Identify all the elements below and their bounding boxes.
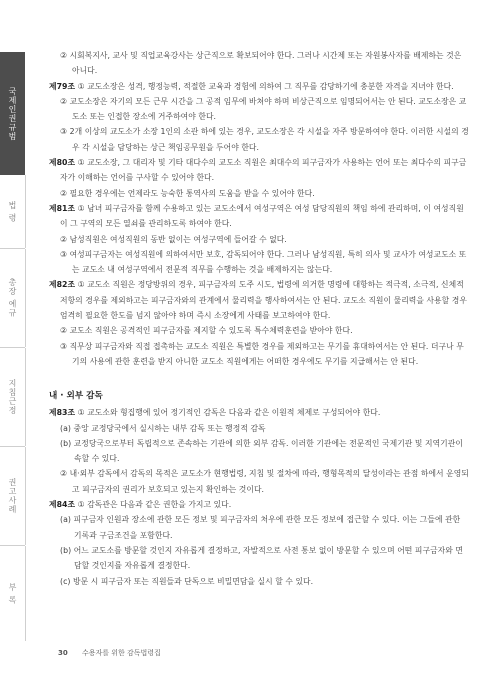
document-body — [49, 48, 470, 589]
paragraph: ③ 직무상 피구금자와 직접 접촉하는 교도소 직원은 특별한 경우를 제외하고는 무기를 휴대하여서는 안 된다. 더구나 무기의 사용에 관한 훈련을 받지 아니한 교도소 직원에게는 어떠한 경우에도 무기를 지급해서는 안 된다. — [60, 341, 464, 366]
article-text: ① 교도소 직원은 정당방위의 경우, 피구금자의 도주 시도, 법령에 의거한 명령에 대항하는 적극적, 소극적, 신체적 저항의 경우를 제외하고는 피구금자와의 관계에서 물리력을 행사하여서는 안 된다. 교도소 직원이 물리력을 사용할 경우 엄격히 필요한 한도를 넘지 않아야 하며 즉시 소장에게 사태를 보고하여야 한다. — [60, 280, 467, 321]
article-text: ① 감독관은 다음과 같은 권한을 가지고 있다. — [77, 500, 232, 510]
paragraph: ② 필요한 경우에는 언제라도 능숙한 통역사의 도움을 받을 수 있어야 한다. — [60, 188, 315, 198]
article-paragraph — [49, 79, 470, 94]
paragraph: ② 교도소 직원은 공격적인 피구금자를 제지할 수 있도록 특수체력훈련을 받아야 한다. — [60, 326, 353, 336]
paragraph: ② 교도소장은 자기의 모든 근무 시간을 그 공적 임무에 바쳐야 하며 비상근직으로 임명되어서는 안 된다. 교도소장은 교도소 또는 인접한 장소에 거주하여야 한다. — [60, 96, 467, 122]
sidebar-tab-guidelines[interactable] — [0, 348, 26, 446]
article-paragraph — [49, 201, 470, 232]
page-footer — [58, 648, 161, 658]
article-text: ① 교도소장, 그 대리자 및 기타 대다수의 교도소 직원은 최대수의 피구금자가 사용하는 언어 또는 최다수의 피구금자가 이해하는 언어를 구사할 수 있어야 한다. — [60, 158, 467, 183]
sidebar-tab-recommendations[interactable] — [0, 447, 26, 545]
section-heading: 내 · 외부 감독 — [49, 391, 103, 402]
article-paragraph — [49, 405, 470, 420]
article-paragraph — [49, 155, 470, 186]
paragraph: ② 시회복지사, 교사 및 직업교육강사는 상근직으로 확보되어야 한다. 그러나 시간제 또는 자원봉사자를 배제하는 것은 아니다. — [60, 51, 462, 76]
article-number: 제80조 — [49, 158, 76, 168]
sidebar-tab-label: 권고사례 — [8, 478, 17, 514]
sidebar-tab-international-norms[interactable] — [0, 52, 25, 175]
sidebar-tab-appendix[interactable] — [0, 546, 26, 641]
paragraph: (b) 교정당국으로부터 독립적으로 존속하는 기관에 의한 외부 감독. 이러한 기관에는 전문적인 국제기관 및 지역기관이 속할 수 있다. — [60, 438, 463, 464]
footer-title: 수용자를 위한 감독법령집 — [81, 649, 161, 657]
paragraph: ③ 2개 이상의 교도소가 소장 1인의 소관 하에 있는 경우, 교도소장은 각 시설을 자주 방문하여야 한다. 이러한 시설의 경우 각 시설을 담당하는 상근 책임공무원을 두어야 한다. — [60, 127, 469, 152]
sidebar-tab-label: 국제인권규범 — [8, 86, 17, 141]
paragraph: ③ 여성피구금자는 여성직원에 의하여서만 보호, 감독되어야 한다. 그러나 남성직원, 특히 의사 및 교사가 여성교도소 또는 교도소 내 여성구역에서 전문적 직무를 수행하는 것을 배제하지는 않는다. — [60, 249, 467, 275]
paragraph: (a) 피구금자 인원과 장소에 관한 모든 정보 및 피구금자의 처우에 관한 모든 정보에 접근할 수 있다. 이는 그들에 관한 기록과 구금조건을 포함한다. — [60, 515, 461, 540]
article-text: ① 교도소장은 성격, 행정능력, 적절한 교육과 경험에 의하여 그 직무를 감당하기에 충분한 자격을 지녀야 한다. — [77, 81, 454, 91]
sidebar — [0, 0, 31, 684]
article-number: 제83조 — [49, 408, 76, 418]
article-number: 제79조 — [49, 81, 76, 91]
article-number: 제84조 — [49, 500, 76, 510]
sidebar-tab-regulations[interactable] — [0, 249, 26, 347]
paragraph: (a) 중앙 교정당국에서 실시하는 내부 감독 또는 행정적 감독 — [60, 423, 266, 433]
sidebar-tab-label: 총장 예규 — [8, 278, 17, 318]
page-number: 30 — [58, 649, 68, 657]
article-number: 제81조 — [49, 203, 76, 213]
article-text: ① 남녀 피구금자를 함께 수용하고 있는 교도소에서 여성구역은 여성 담당직원의 책임 하에 관리하며, 이 여성직원이 그 구역의 모든 열쇠를 관리하도록 하여야 한다. — [60, 203, 464, 229]
sidebar-tab-label: 지침근정 — [8, 379, 17, 415]
sidebar-tab-label: 법 령 — [8, 200, 17, 223]
paragraph: ② 내·외부 감독에서 감독의 목적은 교도소가 현행법령, 지침 및 절차에 따라, 행형목적의 달성이라는 관점 하에서 운영되고 피구금자의 권리가 보호되고 있는지 확인하는 것이다. — [60, 469, 469, 494]
article-paragraph — [49, 277, 470, 323]
article-paragraph — [49, 497, 470, 512]
paragraph: (b) 어느 교도소를 방문할 것인지 자유롭게 결정하고, 자발적으로 사전 통보 없이 방문할 수 있으며 어떤 피구금자와 면담할 것인지를 자유롭게 결정한다. — [60, 545, 463, 571]
article-text: ① 교도소와 형집행에 있어 정기적인 감독은 다음과 같은 이원적 체제로 구성되어야 한다. — [77, 408, 381, 418]
paragraph: (c) 방문 시 피구금자 또는 직원들과 단독으로 비밀면담을 실시 할 수 있다. — [60, 576, 314, 586]
sidebar-tab-laws[interactable] — [0, 175, 26, 248]
sidebar-tab-label: 부 록 — [8, 582, 17, 605]
article-number: 제82조 — [49, 280, 76, 290]
paragraph: ② 남성직원은 여성직원의 동반 없이는 여성구역에 들어갈 수 없다. — [60, 234, 287, 244]
